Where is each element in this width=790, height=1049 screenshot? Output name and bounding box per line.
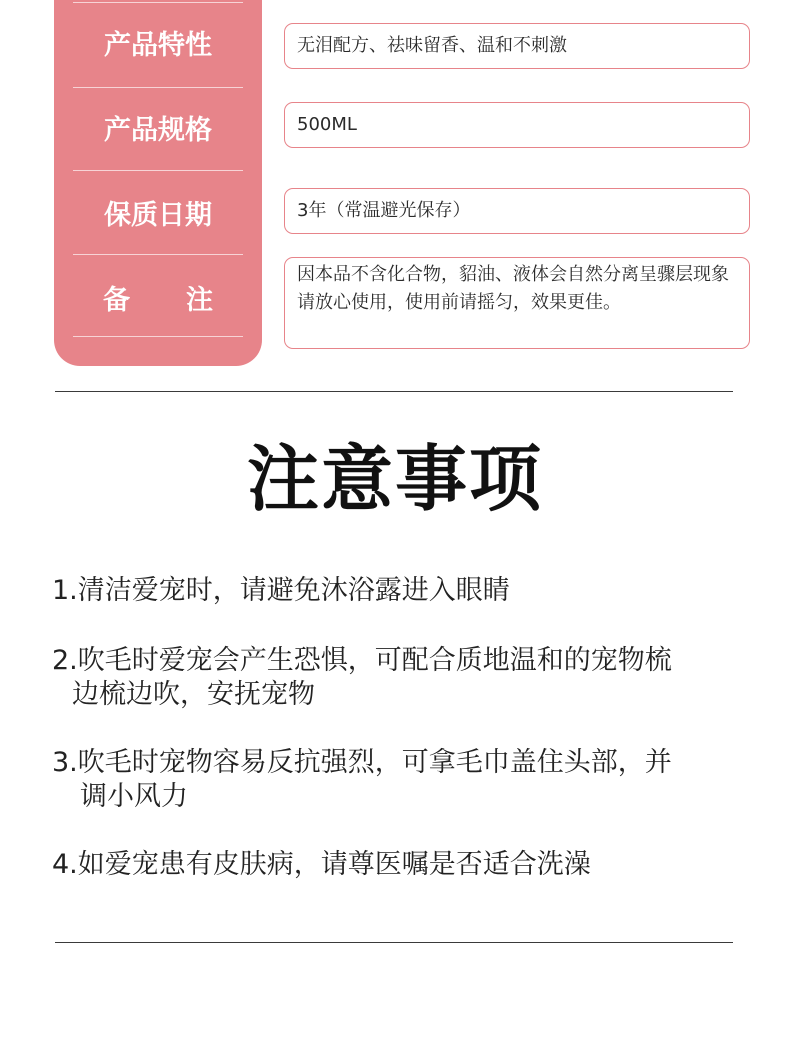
notice-item-2 xyxy=(52,644,752,712)
notice-item-3 xyxy=(52,746,752,814)
spec-label-size: 产品规格 xyxy=(104,115,212,146)
spec-label-shelf-life: 保质日期 xyxy=(104,200,212,231)
spec-divider xyxy=(73,170,243,171)
spec-value-shelf-life: 3年（常温避光保存） xyxy=(284,188,750,234)
spec-divider xyxy=(73,2,243,3)
notice-item-text: 3.吹毛时宠物容易反抗强烈，可拿毛巾盖住头部，并 xyxy=(52,747,672,778)
notice-item-text: 2.吹毛时爱宠会产生恐惧，可配合质地温和的宠物梳 xyxy=(52,645,672,676)
spec-divider xyxy=(73,254,243,255)
spec-divider xyxy=(73,87,243,88)
notice-item-text-cont: 边梳边吹，安抚宠物 xyxy=(72,679,315,710)
spec-value-feature: 无泪配方、祛味留香、温和不刺激 xyxy=(284,23,750,69)
spec-label-feature: 产品特性 xyxy=(104,30,212,61)
section-divider xyxy=(55,391,733,392)
notice-title: 注意事项 xyxy=(246,437,543,521)
section-divider xyxy=(55,942,733,943)
spec-label-remarks-left: 备 xyxy=(103,285,130,316)
notice-item-4 xyxy=(52,848,752,882)
notice-item-1 xyxy=(52,574,752,608)
notice-item-text: 1.清洁爱宠时，请避免沐浴露进入眼睛 xyxy=(52,575,510,606)
spec-label-panel xyxy=(54,0,262,366)
spec-label-remarks-right: 注 xyxy=(186,285,213,316)
spec-value-remarks: 因本品不含化合物，貂油、液体会自然分离呈骤层现象 请放心使用，使用前请摇匀，效果更佳。 xyxy=(284,257,750,349)
spec-value-size: 500ML xyxy=(284,102,750,148)
notice-item-text: 4.如爱宠患有皮肤病，请尊医嘱是否适合洗澡 xyxy=(52,849,591,880)
notice-item-text-cont: 调小风力 xyxy=(80,781,188,812)
spec-label-remarks xyxy=(54,284,262,318)
spec-divider xyxy=(73,336,243,337)
